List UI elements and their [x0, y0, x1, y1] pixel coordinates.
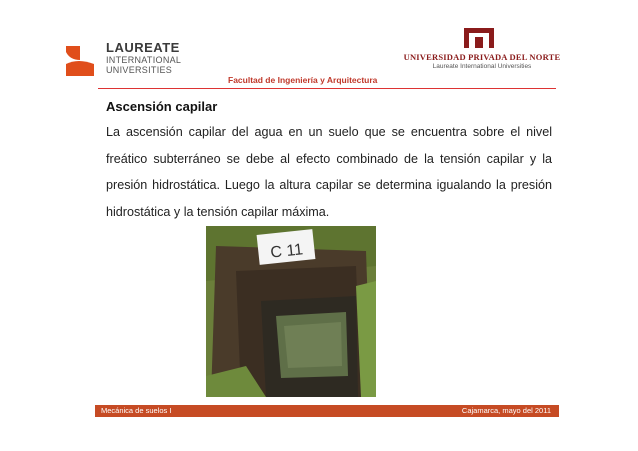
laureate-line1: LAUREATE [106, 40, 180, 55]
laureate-wordmark [106, 40, 226, 75]
laureate-mark-icon [60, 42, 98, 80]
laureate-line2: INTERNATIONAL [106, 55, 182, 65]
upn-name: UNIVERSIDAD PRIVADA DEL NORTE [403, 52, 561, 62]
photo-sign-text: C 11 [269, 241, 304, 262]
slide-title: Ascensión capilar [106, 99, 218, 114]
header-divider [98, 88, 556, 89]
slide-body-text: La ascensión capilar del agua en un suelo que se encuentra sobre el nivel freático subterráneo se debe al efecto combinado de la tensión capilar y la presión hidrostática. Luego la altura capilar se determina igualando la presión hidrostática y la tensión capilar máxima. [106, 125, 552, 219]
upn-subtitle: Laureate International Universities [432, 63, 532, 70]
upn-logo [402, 28, 562, 78]
laureate-line3: UNIVERSITIES [106, 65, 173, 75]
soil-pit-photo [206, 226, 376, 397]
laureate-logo [60, 40, 220, 80]
footer-course: Mecánica de suelos I [101, 406, 172, 415]
faculty-name: Facultad de Ingeniería y Arquitectura [228, 75, 378, 85]
upn-mark-icon [464, 28, 494, 48]
footer-date: Cajamarca, mayo del 2011 [461, 406, 551, 415]
footer-bar [95, 405, 559, 417]
